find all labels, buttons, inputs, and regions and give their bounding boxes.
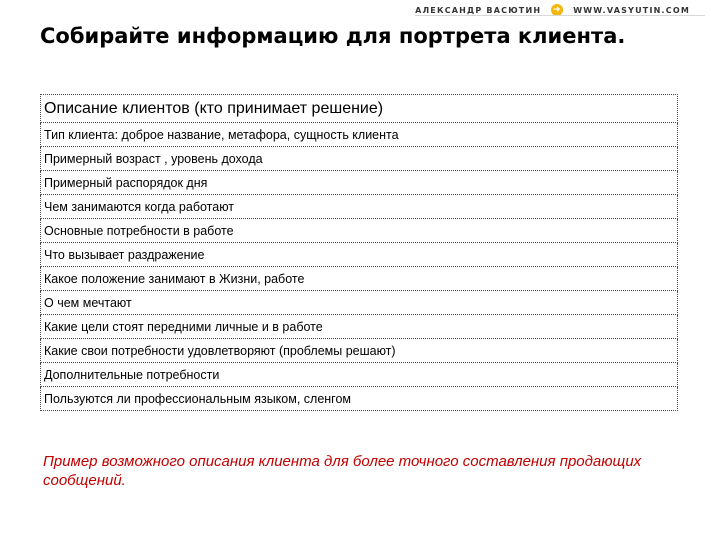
table-cell: О чем мечтают <box>41 291 678 315</box>
table-cell: Тип клиента: доброе название, метафора, сущность клиента <box>41 123 678 147</box>
table-row <box>41 267 678 291</box>
table-cell: Основные потребности в работе <box>41 219 678 243</box>
table-row <box>41 243 678 267</box>
table-cell: Что вызывает раздражение <box>41 243 678 267</box>
arrow-right-circle-icon: ➜ <box>552 5 562 15</box>
table-row <box>41 195 678 219</box>
table-row <box>41 363 678 387</box>
client-description-table <box>40 94 678 411</box>
slide-title: Собирайте информацию для портрета клиента. <box>40 24 626 48</box>
table-cell: Пользуются ли профессиональным языком, сленгом <box>41 387 678 411</box>
brand-header <box>415 4 690 16</box>
table-row <box>41 291 678 315</box>
table-cell: Примерный распорядок дня <box>41 171 678 195</box>
table-row <box>41 123 678 147</box>
brand-site: WWW.VASYUTIN.COM <box>573 5 690 15</box>
table-row <box>41 387 678 411</box>
table-row <box>41 219 678 243</box>
table-header-row <box>41 95 678 123</box>
table-cell: Чем занимаются когда работают <box>41 195 678 219</box>
table-cell: Какие цели стоят передними личные и в работе <box>41 315 678 339</box>
table-cell: Какое положение занимают в Жизни, работе <box>41 267 678 291</box>
table-row <box>41 147 678 171</box>
brand-rule <box>415 15 705 16</box>
table-row <box>41 339 678 363</box>
example-footnote: Пример возможного описания клиента для более точного составления продающих сообщений. <box>43 453 642 489</box>
table-cell: Примерный возраст , уровень дохода <box>41 147 678 171</box>
table-row <box>41 315 678 339</box>
table-cell: Какие свои потребности удовлетворяют (проблемы решают) <box>41 339 678 363</box>
table-header-cell: Описание клиентов (кто принимает решение) <box>41 95 678 123</box>
table-row <box>41 171 678 195</box>
brand-author: АЛЕКСАНДР ВАСЮТИН <box>415 5 542 15</box>
table-cell: Дополнительные потребности <box>41 363 678 387</box>
